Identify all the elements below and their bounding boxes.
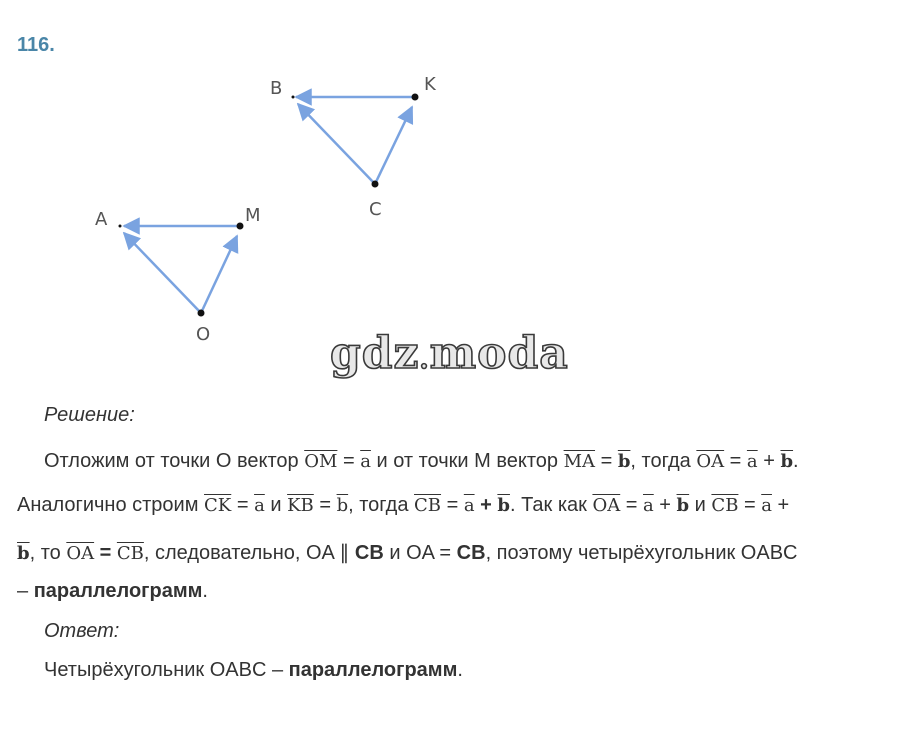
vector-figure	[0, 60, 923, 350]
solution-line-4: – параллелограмм.	[17, 580, 208, 602]
point-b	[292, 96, 295, 99]
label-a: A	[95, 209, 108, 230]
answer-heading: Ответ:	[44, 620, 120, 642]
vector-ck	[375, 107, 412, 184]
label-c: C	[369, 199, 382, 220]
label-b: B	[270, 78, 283, 99]
watermark-logo: gdz.moda	[330, 328, 569, 379]
label-k: K	[424, 74, 436, 95]
label-m: M	[245, 205, 261, 226]
vector-om	[201, 236, 237, 313]
label-o: O	[196, 324, 211, 345]
point-a	[119, 225, 122, 228]
task-number: 116.	[17, 34, 55, 56]
point-m	[237, 223, 244, 230]
point-o	[198, 310, 205, 317]
solution-line-2: Аналогично строим $\overline{CK} = \overline{a}$ и $\overline{KB} = \overline{b}$, тогда $\overline{CB} = \overline{a} + \overline{b}$. Так как $\overline{OA} = \overline{a} + \overline{b}$ и $\overline{CB} = \overline{a}$ +	[17, 494, 790, 516]
solution-heading: Решение:	[44, 404, 135, 426]
vector-cb	[298, 104, 375, 184]
point-c	[372, 181, 379, 188]
vector-oa	[124, 233, 201, 313]
point-k	[412, 94, 419, 101]
solution-line-1: Отложим от точки O вектор $\overline{OM} = \overline{a}$ и от точки M вектор $\overline{MA} = \overline{b}$, тогда $\overline{OA} = \overline{a} + \overline{b}$.	[44, 450, 799, 472]
answer-text: Четырёхугольник OABC – параллелограмм.	[44, 659, 463, 681]
solution-line-3: $\overline{b}$, то $\overline{OA} = \overline{CB}$, следовательно, OA ∥ CB и OA = CB, поэтому четырёхугольник OABC	[17, 542, 798, 564]
